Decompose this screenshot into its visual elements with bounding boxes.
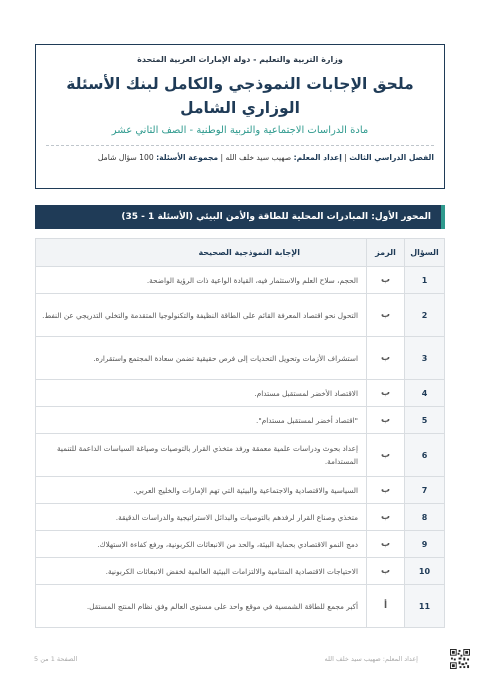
table-header-row bbox=[36, 239, 445, 267]
subject-line: مادة الدراسات الاجتماعية والتربية الوطنية - الصف الثاني عشر bbox=[111, 125, 369, 136]
header-answer: الإجابة النموذجية الصحيحة bbox=[36, 239, 367, 267]
table-row bbox=[36, 585, 445, 628]
answer-text: استشراف الأزمات وتحويل التحديات إلى فرص حقيقية تضمن سعادة المجتمع واستقراره. bbox=[36, 337, 367, 380]
page-number: الصفحة 1 من 5 bbox=[34, 655, 78, 663]
question-number: 8 bbox=[405, 504, 445, 531]
table-row bbox=[36, 434, 445, 477]
footer-prepared-by: إعداد المعلم: صهيب سيد خلف الله bbox=[324, 655, 418, 663]
teacher-name: صهيب سيد خلف الله bbox=[225, 153, 292, 162]
header-code: الرمز bbox=[367, 239, 405, 267]
answer-text: الاحتياجات الاقتصادية المتنامية والالتزامات البيئية العالمية لخفض الانبعاثات الكربونية. bbox=[36, 558, 367, 585]
qr-code-icon bbox=[450, 649, 470, 669]
group-value: 100 سؤال شامل bbox=[97, 153, 154, 162]
question-number: 1 bbox=[405, 267, 445, 294]
answer-code: ب bbox=[367, 337, 405, 380]
table-row bbox=[36, 337, 445, 380]
table-row bbox=[36, 267, 445, 294]
answer-code: أ bbox=[367, 585, 405, 628]
header-meta bbox=[46, 153, 434, 162]
prepared-label: إعداد المعلم: bbox=[293, 153, 342, 162]
question-number: 4 bbox=[405, 380, 445, 407]
answer-code: ب bbox=[367, 380, 405, 407]
table-row bbox=[36, 504, 445, 531]
answer-code: ب bbox=[367, 477, 405, 504]
answer-text: متخذي وصناع القرار لرفدهم بالتوصيات والبدائل الاستراتيجية والدراسات الدقيقة. bbox=[36, 504, 367, 531]
answer-code: ب bbox=[367, 407, 405, 434]
answer-text: الحجم، سلاح العلم والاستثمار فيه، القيادة الواعية ذات الرؤية الواضحة. bbox=[36, 267, 367, 294]
meta-separator: | bbox=[220, 153, 224, 162]
table-row bbox=[36, 380, 445, 407]
answers-table bbox=[35, 238, 445, 628]
answer-text: التحول نحو اقتصاد المعرفة القائم على الطاقة النظيفة والتكنولوجيا المتقدمة والتخلي التدريجي عن النفط. bbox=[36, 294, 367, 337]
table-row bbox=[36, 407, 445, 434]
table-row bbox=[36, 294, 445, 337]
section-title: المحور الأول: المبادرات المحلية للطاقة والأمن البيئي (الأسئلة 1 - 35) bbox=[35, 205, 445, 229]
answer-text: دمج النمو الاقتصادي بحماية البيئة، والحد من الانبعاثات الكربونية، ورفع كفاءة الاستهلاك. bbox=[36, 531, 367, 558]
meta-separator: | bbox=[344, 153, 347, 162]
ministry-name: وزارة التربية والتعليم - دولة الإمارات العربية المتحدة bbox=[137, 55, 343, 64]
answer-code: ب bbox=[367, 294, 405, 337]
answer-text: الاقتصاد الأخضر لمستقبل مستدام. bbox=[36, 380, 367, 407]
answer-text: السياسية والاقتصادية والاجتماعية والبيئية التي تهم الإمارات والخليج العربي. bbox=[36, 477, 367, 504]
table-row bbox=[36, 558, 445, 585]
answer-code: ب bbox=[367, 531, 405, 558]
question-number: 2 bbox=[405, 294, 445, 337]
group-label: مجموعة الأسئلة: bbox=[156, 153, 219, 162]
question-number: 7 bbox=[405, 477, 445, 504]
answer-text: إعداد بحوث ودراسات علمية معمقة ورفد متخذي القرار بالتوصيات وصياغة السياسات الداعمة للتنمية المستدامة. bbox=[36, 434, 367, 477]
question-number: 10 bbox=[405, 558, 445, 585]
term-label: الفصل الدراسي الثالث bbox=[349, 153, 434, 162]
document-header bbox=[35, 44, 445, 189]
question-number: 11 bbox=[405, 585, 445, 628]
answer-code: ب bbox=[367, 267, 405, 294]
table-row bbox=[36, 477, 445, 504]
answer-text: "اقتصاد أخضر لمستقبل مستدام". bbox=[36, 407, 367, 434]
answer-code: ب bbox=[367, 434, 405, 477]
header-question: السؤال bbox=[405, 239, 445, 267]
answer-code: ب bbox=[367, 558, 405, 585]
table-row bbox=[36, 531, 445, 558]
answer-code: ب bbox=[367, 504, 405, 531]
question-number: 9 bbox=[405, 531, 445, 558]
document-title: ملحق الإجابات النموذجي والكامل لبنك الأسئلة الوزاري الشامل bbox=[66, 75, 414, 117]
header-divider bbox=[46, 145, 434, 146]
answer-text: أكبر مجمع للطاقة الشمسية في موقع واحد على مستوى العالم وفق نظام المنتج المستقل. bbox=[36, 585, 367, 628]
question-number: 3 bbox=[405, 337, 445, 380]
question-number: 6 bbox=[405, 434, 445, 477]
question-number: 5 bbox=[405, 407, 445, 434]
